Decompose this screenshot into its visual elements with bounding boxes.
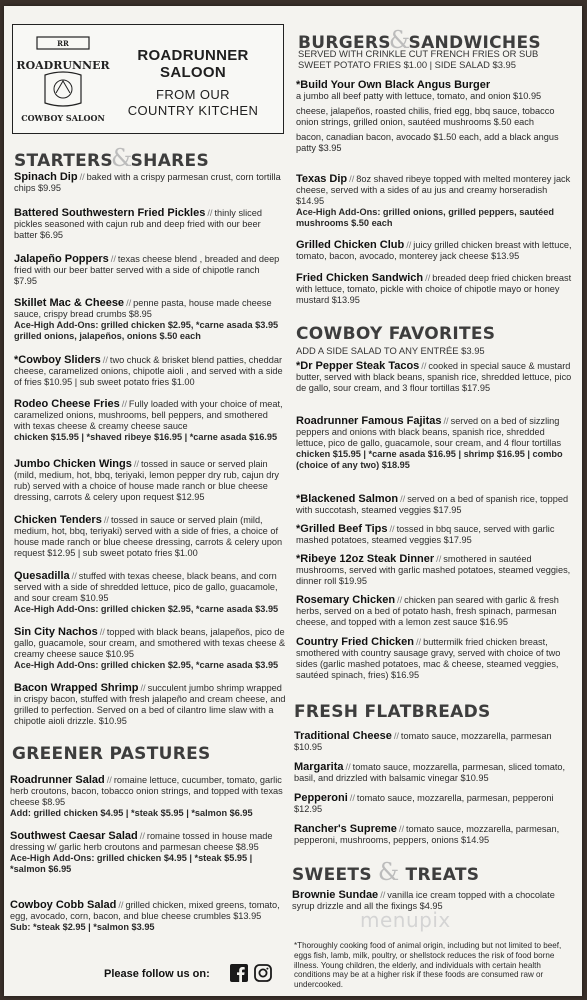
menu-item-bacon-shrimp: Bacon Wrapped Shrimp // succulent jumbo shrimp wrapped in crispy bacon, stuffed with fresh jalapeño and cream cheese, and grilled to perfection. Served on a bed of cilantro lime slaw with a chipotle aioli drizzle. $10.95 bbox=[14, 682, 286, 727]
menu-item-chicken-club: Grilled Chicken Club // juicy grilled chicken breast with lettuce, tomato, bacon, avocado, monterey jack cheese $13.95 bbox=[296, 239, 572, 262]
tagline-line-2: COUNTRY KITCHEN bbox=[127, 103, 259, 118]
menu-item-caesar-salad: Southwest Caesar Salad // romaine tossed in house made dressing w/ garlic herb croutons and parmesan cheese $8.95 Ace-High Add-Ons: grilled chicken $4.95 | *steak $5.95 | *salmon $6.95 bbox=[10, 830, 273, 875]
tagline-line-1: FROM OUR bbox=[156, 87, 230, 102]
cowboy-subtitle: ADD A SIDE SALAD TO ANY ENTRÉE $3.95 bbox=[296, 345, 485, 356]
follow-us-label: Please follow us on: bbox=[104, 968, 210, 980]
menu-item-rosemary-chicken: Rosemary Chicken // chicken pan seared with garlic & fresh herbs, served on a bed of potato hash, fresh spinach, parmesan cheese, and topped with a lemon zest sauce $16.95 bbox=[296, 594, 559, 628]
menu-item-margarita: Margarita // tomato sauce, mozzarella, parmesan, sliced tomato, basil, and drizzled with balsamic vinegar $10.95 bbox=[294, 761, 566, 784]
menu-page bbox=[4, 6, 582, 996]
svg-text:ROADRUNNER: ROADRUNNER bbox=[16, 59, 110, 72]
menu-item-traditional-cheese: Traditional Cheese // tomato sauce, mozzarella, parmesan $10.95 bbox=[294, 730, 552, 753]
menu-item-cobb-salad: Cowboy Cobb Salad // grilled chicken, mixed greens, tomato, egg, avocado, corn, bacon, and blue cheese crumbles $13.95 Sub: *steak $2.95 | *salmon $3.95 bbox=[10, 899, 280, 933]
menu-item-jalapeno-poppers: Jalapeño Poppers // texas cheese blend , breaded and deep fried with our beer batter served with a side of chipotle ranch $7.95 bbox=[14, 253, 280, 287]
svg-text:RR: RR bbox=[57, 39, 69, 48]
menu-item-chicken-tenders: Chicken Tenders // tossed in sauce or served plain (mild, medium, hot, bbq, teriyaki) served with a side of fries, a choice of house made ranch or blue cheese dressing, carrots & celery upon request $12.95 | sub sweet potato fries $1.00 bbox=[14, 514, 283, 559]
menu-item-blackened-salmon: *Blackened Salmon // served on a bed of spanish rice, topped with succotash, steamed veggies $17.95 bbox=[296, 493, 569, 516]
menu-item-fried-pickles: Battered Southwestern Fried Pickles // thinly sliced pickles seasoned with cajun rub and deep fried with our beer batter $6.95 bbox=[14, 207, 262, 241]
menu-item-angus-burger: *Build Your Own Black Angus Burger a jumbo all beef patty with lettuce, tomato, and onion $10.95 cheese, jalapeños, roasted chilis, fried egg, bbq sauce, tobacco onion strings, grilled onion, sautéed mushrooms $.50 each bacon, canadian bacon, avocado $1.50 each, add a black angus patty $3.95 bbox=[296, 79, 559, 154]
restaurant-name: ROADRUNNER SALOON bbox=[137, 47, 249, 81]
menu-item-ranchers-supreme: Rancher's Supreme // tomato sauce, mozzarella, parmesan, pepperoni, mushrooms, peppers, onions $14.95 bbox=[294, 823, 560, 846]
menu-item-spinach-dip: Spinach Dip // baked with a crispy parmesan crust, corn tortilla chips $9.95 bbox=[14, 171, 281, 194]
menu-item-quesadilla: Quesadilla // stuffed with texas cheese, black beans, and corn served with a side of shredded lettuce, pico de gallo, guacamole, and sour cream $10.95 Ace-High Add-Ons: grilled chicken $2.95, *carne asada $3.95 bbox=[14, 570, 279, 615]
burgers-subtitle: SERVED WITH CRINKLE CUT FRENCH FRIES OR SUB SWEET POTATO FRIES $1.00 | SIDE SALAD $3.95 bbox=[298, 48, 539, 70]
menu-item-texas-dip: Texas Dip // 8oz shaved ribeye topped with melted monterey jack cheese, served with a sides of au jus and creamy horseradish $14.95 Ace-High Add-Ons: grilled onions, grilled peppers, sautéed mushrooms $.50 each bbox=[296, 173, 571, 229]
svg-text:COWBOY SALOON: COWBOY SALOON bbox=[21, 113, 105, 123]
menupix-watermark: menupix bbox=[360, 908, 451, 932]
menu-item-mac-cheese: Skillet Mac & Cheese // penne pasta, house made cheese sauce, crispy bread crumbs $8.95 Ace-High Add-Ons: grilled chicken $2.95, *carne asada $3.95 grilled onions, jalapeños, onions $.50 each bbox=[14, 297, 279, 342]
menu-item-cowboy-sliders: *Cowboy Sliders // two chuck & brisket blend patties, cheddar cheese, caramelized onions, chipotle aioli , and served with a side of fries $10.95 | sub sweet potato fries $1.00 bbox=[14, 354, 283, 388]
burgers-heading: BURGERS&SANDWICHES bbox=[298, 26, 541, 54]
menu-item-rodeo-fries: Rodeo Cheese Fries // Fully loaded with your choice of meat, caramelized onions, mushrooms, bell peppers, and smothered with texas cheese & creamy cheese sauce chicken $15.95 | *shaved ribeye $16.95 | *carne asada $16.95 bbox=[14, 398, 283, 443]
sweets-heading: SWEETS & TREATS bbox=[292, 858, 480, 886]
menu-item-ribeye-dinner: *Ribeye 12oz Steak Dinner // smothered in sautéed mushrooms, served with garlic mashed potatoes, steamed veggies, dinner roll $19.95 bbox=[296, 553, 571, 587]
greener-pastures-heading: GREENER PASTURES bbox=[12, 744, 211, 764]
restaurant-header bbox=[12, 24, 284, 134]
facebook-icon[interactable] bbox=[230, 964, 248, 982]
menu-item-fajitas: Roadrunner Famous Fajitas // served on a bed of sizzling peppers and onions with black beans, spanish rice, shredded lettuce, pico de gallo, guacamole, sour cream, and 4 flour tortillas chicken $15.95 | *carne asada $16.95 | shrimp $16.95 | combo (choice of any two) $18.95 bbox=[296, 415, 563, 471]
menu-item-chicken-wings: Jumbo Chicken Wings // tossed in sauce or served plain (mild, medium, hot, bbq, teriyaki, lemon pepper dry rub, cajun dry rub) served with a choice of house made ranch or blue cheese dressing, carrots & celery upon request $12.95 bbox=[14, 458, 280, 503]
menu-item-nachos: Sin City Nachos // topped with black beans, jalapeños, pico de gallo, guacamole, sour cream, and smothered with texas cheese & creamy cheese sauce $10.95 Ace-High Add-Ons: grilled chicken $2.95, *carne asada $3.95 bbox=[14, 626, 286, 671]
starters-heading: STARTERS&SHARES bbox=[14, 144, 209, 172]
instagram-icon[interactable] bbox=[254, 964, 272, 982]
menu-item-country-fried-chicken: Country Fried Chicken // buttermilk fried chicken breast, smothered with country sausage gravy, served with choice of two sides (garlic mashed potatoes, mac & cheese, steamed veggies, sautéed spinach, fries) $16.95 bbox=[296, 636, 561, 681]
food-safety-disclaimer: *Thoroughly cooking food of animal origin, including but not limited to beef, eggs fish, lamb, milk, poultry, or shellstock reduces the risk of food borne illness. Young children, the elderly, and individuals with certain health conditions may be at a higher risk if these foods are consumed raw or undercooked. bbox=[294, 941, 562, 990]
menu-item-beef-tips: *Grilled Beef Tips // tossed in bbq sauce, served with garlic mashed potatoes, steamed veggies $17.95 bbox=[296, 523, 555, 546]
menu-item-brownie-sundae: Brownie Sundae // vanilla ice cream topped with a chocolate syrup drizzle and all the fixings $4.95 bbox=[292, 889, 555, 912]
menu-item-fried-chicken-sandwich: Fried Chicken Sandwich // breaded deep fried chicken breast with lettuce, tomato, pickle with choice of chipotle mayo or honey mustard $13.95 bbox=[296, 272, 572, 306]
menu-item-pepperoni: Pepperoni // tomato sauce, mozzarella, parmesan, pepperoni $12.95 bbox=[294, 792, 554, 815]
cowboy-favorites-heading: COWBOY FAVORITES bbox=[296, 324, 496, 344]
roadrunner-logo bbox=[16, 33, 110, 125]
flatbreads-heading: FRESH FLATBREADS bbox=[294, 702, 491, 722]
menu-item-roadrunner-salad: Roadrunner Salad // romaine lettuce, cucumber, tomato, garlic herb croutons, bacon, tobacco onion strings, and topped with texas cheese $8.95 Add: grilled chicken $4.95 | *steak $5.95 | *salmon $6.95 bbox=[10, 774, 283, 819]
menu-item-steak-tacos: *Dr Pepper Steak Tacos // cooked in special sauce & mustard butter, served with black beans, spanish rice, shredded lettuce, pico de gallo, sour cream, and 3 flour tortillas $17.95 bbox=[296, 360, 572, 394]
